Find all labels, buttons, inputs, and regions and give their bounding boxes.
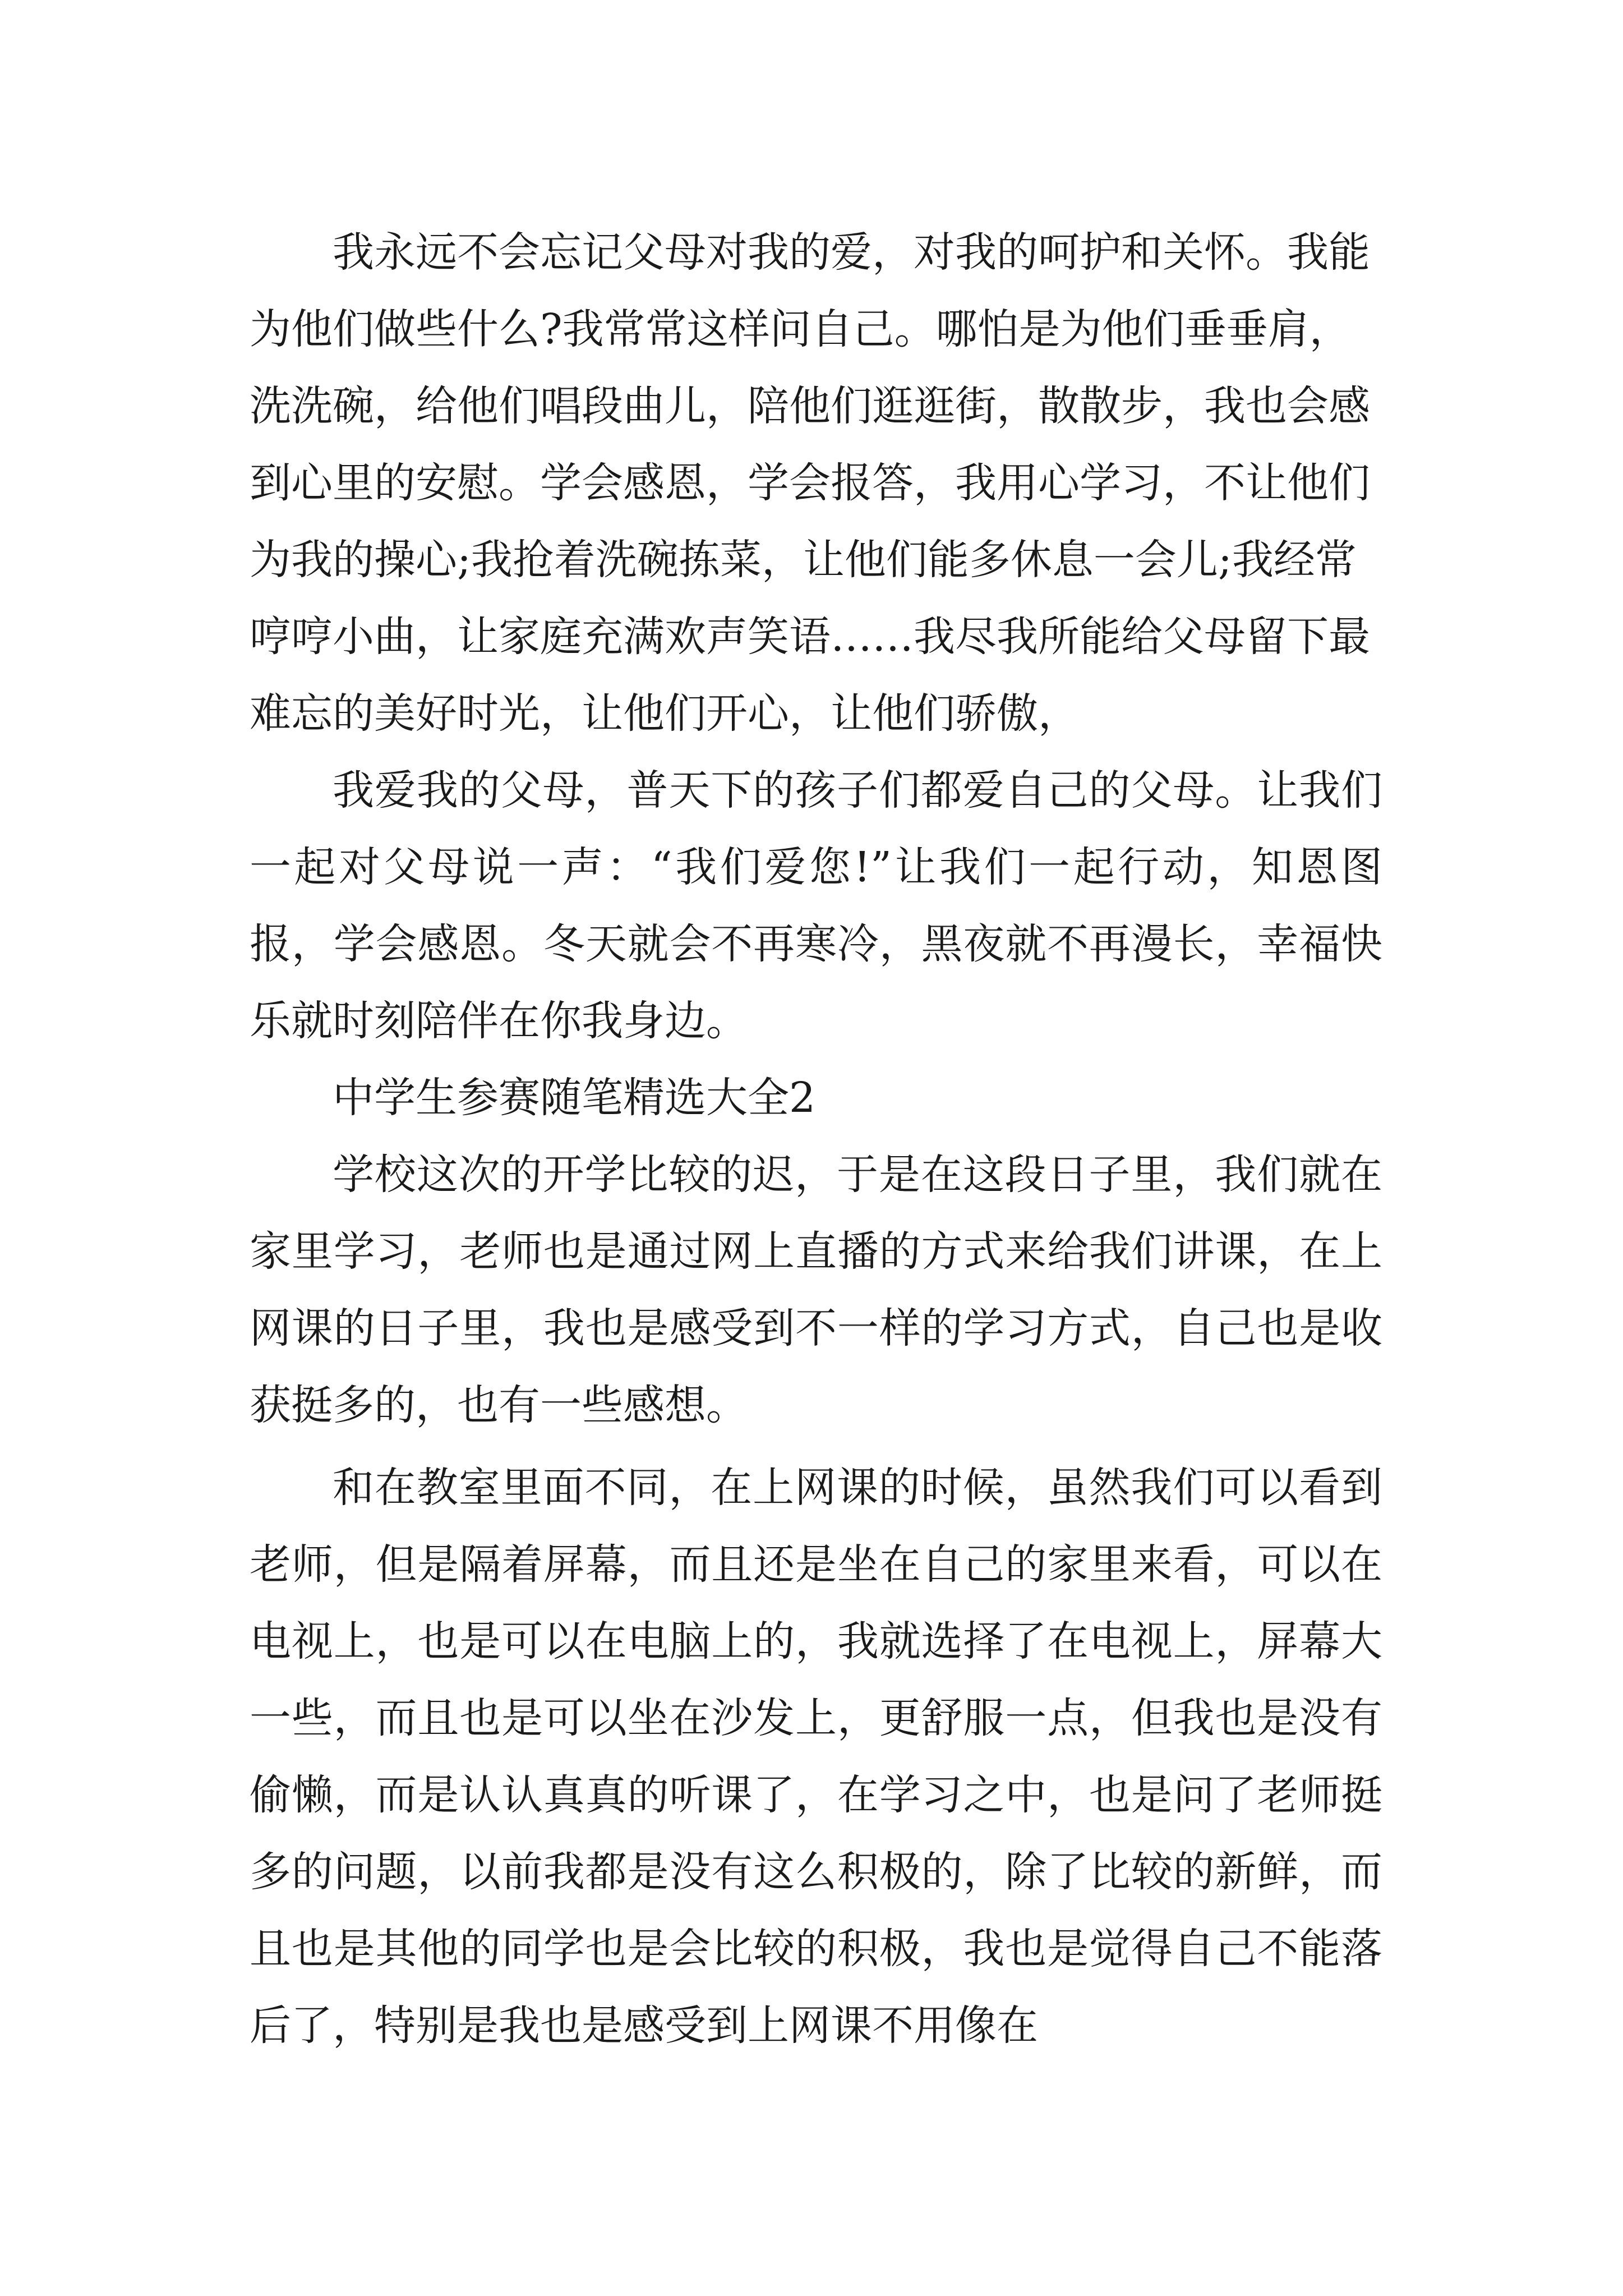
paragraph-gratitude-parents: 我永远不会忘记父母对我的爱，对我的呵护和关怀。我能为他们做些什么?我常常这样问自己。哪怕是为他们垂垂肩，洗洗碗，给他们唱段曲儿，陪他们逛逛街，散散步，我也会感到心里的安慰。学会感恩，学会报答，我用心学习，不让他们为我的操心;我抢着洗碗拣菜，让他们能多休息一会儿;我经常哼哼小曲，让家庭充满欢声笑语……我尽我所能给父母留下最难忘的美好时光，让他们开心，让他们骄傲， (250, 228, 1370, 738)
paragraph-online-class-intro: 学校这次的开学比较的迟，于是在这段日子里，我们就在家里学习，老师也是通过网上直播的方式来给我们讲课，在上网课的日子里，我也是感受到不一样的学习方式，自己也是收获挺多的，也有一些感想。 (250, 1151, 1382, 1429)
paragraph-online-class-experience: 和在教室里面不同，在上网课的时候，虽然我们可以看到老师，但是隔着屏幕，而且还是坐在自己的家里来看，可以在电视上，也是可以在电脑上的，我就选择了在电视上，屏幕大一些，而且也是可以坐在沙发上，更舒服一点，但我也是没有偷懒，而是认认真真的听课了，在学习之中，也是问了老师挺多的问题，以前我都是没有这么积极的，除了比较的新鲜，而且也是其他的同学也是会比较的积极，我也是觉得自己不能落后了，特别是我也是感受到上网课不用像在 (250, 1464, 1382, 2050)
section-title: 中学生参赛随笔精选大全2 (333, 1074, 816, 1122)
paragraph-love-parents: 我爱我的父母，普天下的孩子们都爱自己的父母。让我们一起对父母说一声：“我们爱您!”让我们一起行动，知恩图报，学会感恩。冬天就会不再寒冷，黑夜就不再漫长，幸福快乐就时刻陪伴在你我身边。 (250, 766, 1382, 1045)
document-body (250, 214, 1382, 2064)
